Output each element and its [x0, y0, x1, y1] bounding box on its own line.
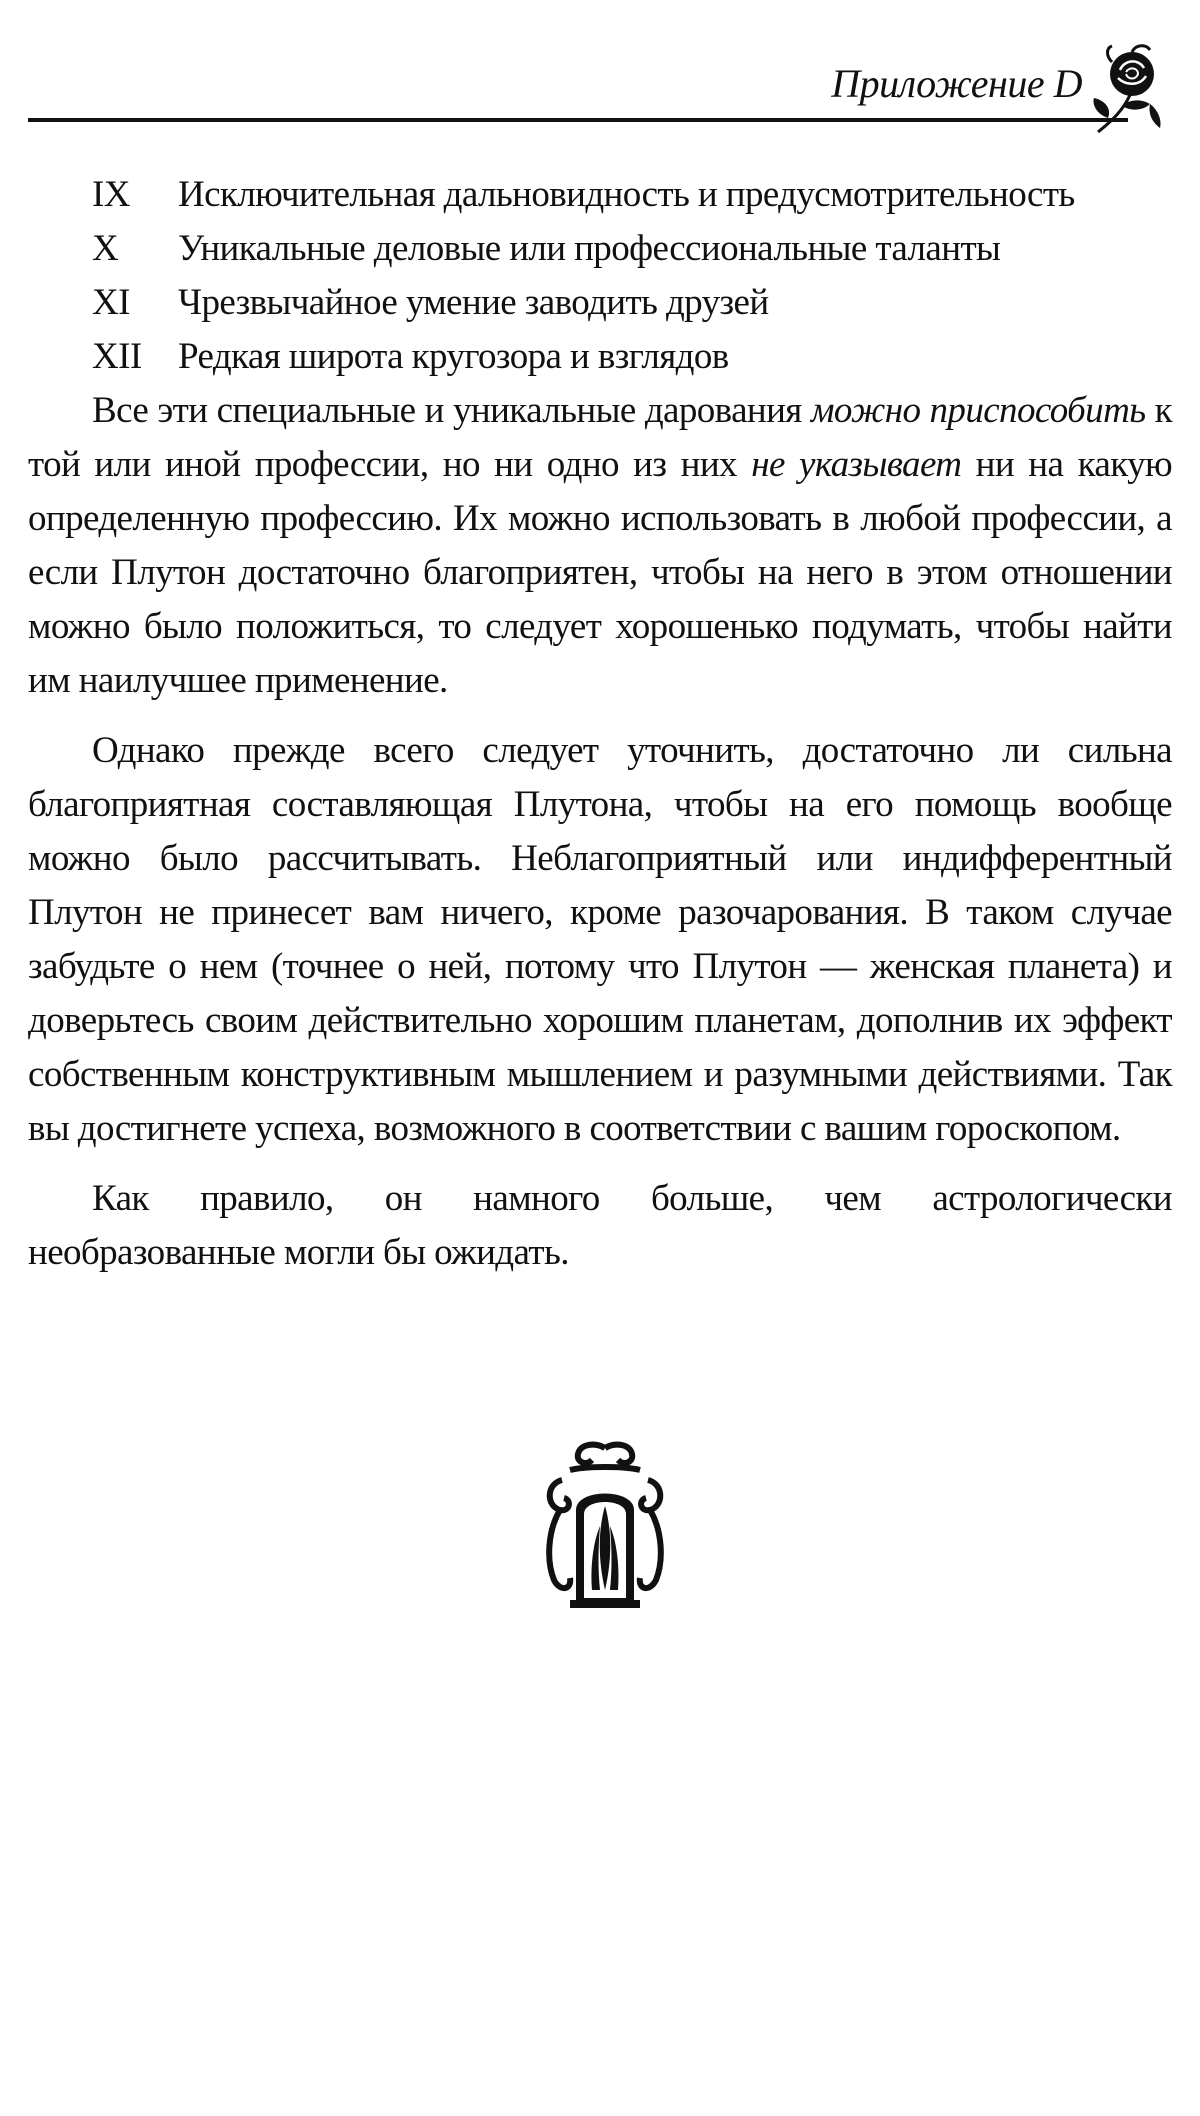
header-title: Приложение D: [831, 61, 1082, 106]
paragraph-1: [28, 384, 1172, 708]
list-numeral: IX: [92, 174, 130, 215]
list-item: [28, 330, 1172, 384]
list-numeral: X: [92, 228, 119, 269]
list-item-text: Уникальные деловые или профессиональные таланты: [178, 228, 1001, 269]
header-rule: [28, 118, 1128, 122]
list-item: [28, 222, 1172, 276]
list-numeral: XI: [92, 282, 130, 323]
list-item: [28, 276, 1172, 330]
paragraph-1-text-a: Все эти специальные и уникальные дарования: [92, 390, 811, 431]
ornament-icon: [540, 1440, 670, 1610]
paragraph-1-text-b: к той или иной профессии, но ни одно из них: [28, 390, 1172, 485]
running-header: [28, 40, 1172, 120]
paragraph-3: Как правило, он намного больше, чем астрологически необразованные могли бы ожидать.: [28, 1178, 1172, 1273]
list-item-text: Исключительная дальновидность и предусмотрительность: [178, 174, 1075, 215]
list-item: [28, 168, 1172, 222]
paragraph-1-emphasis-a: можно приспособить: [810, 390, 1146, 431]
list-item-text: Редкая широта кругозора и взглядов: [178, 336, 729, 377]
paragraph-2: Однако прежде всего следует уточнить, достаточно ли сильна благоприятная составляющая Плутона, чтобы на его помощь вообще можно было рассчитывать. Неблагоприятный или индифферентный Плутон не принесет вам ничего, кроме разочарования. В таком случае забудьте о нем (точнее о ней, потому что Плутон — женская планета) и доверьтесь своим действительно хорошим планетам, дополнив их эффект собственным конструктивным мышлением и разумными действиями. Так вы достигнете успеха, возможного в соответствии с вашим гороскопом.: [28, 730, 1172, 1149]
page-body: [28, 168, 1172, 1280]
paragraph-1-text-c: ни на какую определенную профессию. Их можно использовать в любой профессии, а если Плутон достаточно благоприятен, чтобы на него в этом отношении можно было положиться, то следует хорошенько подумать, чтобы найти им наилучшее применение.: [28, 444, 1173, 701]
list-numeral: XII: [92, 336, 142, 377]
numbered-list: [28, 168, 1172, 384]
list-item-text: Чрезвычайное умение заводить друзей: [178, 282, 769, 323]
paragraph-1-emphasis-b: не указывает: [751, 444, 962, 485]
